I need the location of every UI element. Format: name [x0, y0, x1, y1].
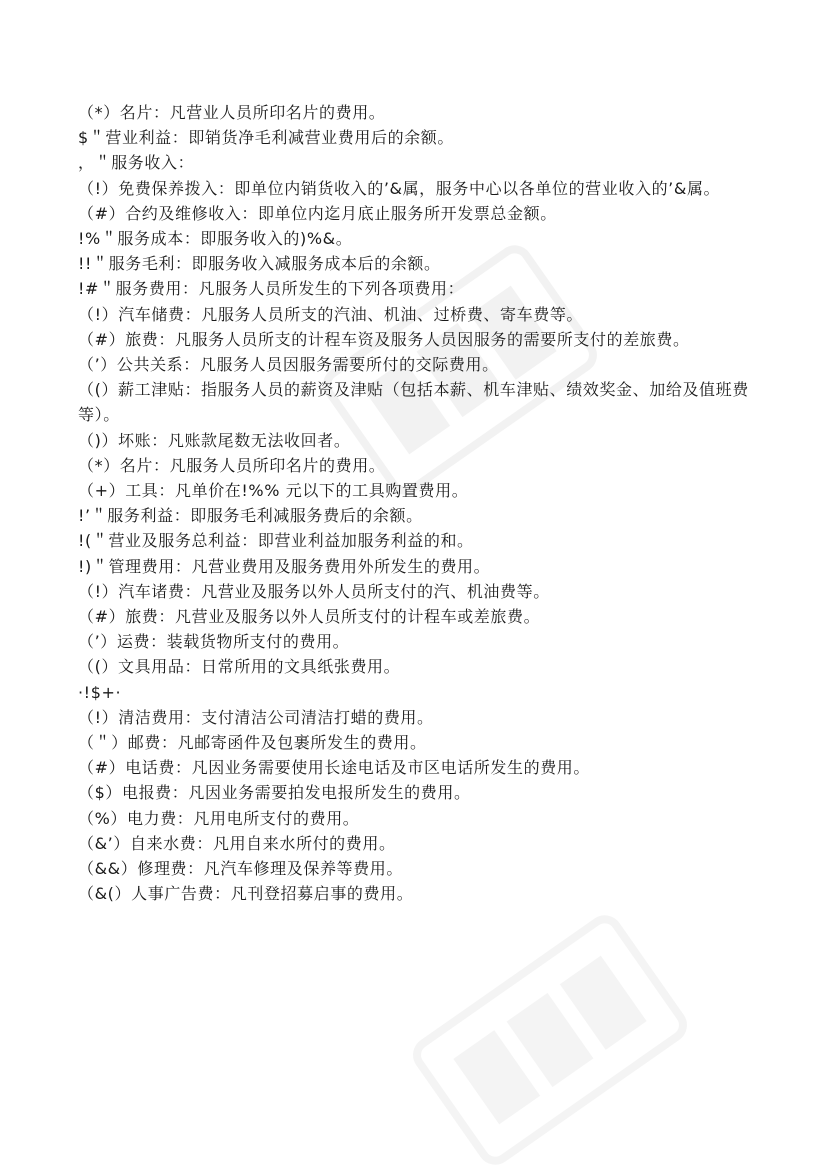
text-line: ，＂服务收入： [78, 153, 195, 173]
document-body [78, 100, 768, 907]
text-line: （＂）邮费：凡邮寄函件及包裹所发生的费用。 [78, 733, 427, 753]
text-line: （!）清洁费用：支付清洁公司清洁打蜡的费用。 [78, 707, 434, 727]
text-line: （!）汽车诸费：凡营业及服务以外人员所支付的汽、机油费等。 [78, 581, 550, 601]
text-line: （(）文具用品：日常所用的文具纸张费用。 [78, 657, 401, 677]
text-line: （#）电话费：凡因业务需要使用长途电话及市区电话所发生的费用。 [78, 758, 591, 778]
text-line: $＂营业利益：即销货净毛利减营业费用后的余额。 [78, 128, 454, 148]
text-line: （#）旅费：凡服务人员所支的计程车资及服务人员因服务的需要所支付的差旅费。 [78, 329, 690, 349]
text-line: （’）公共关系：凡服务人员因服务需要所付的交际费用。 [78, 355, 499, 375]
text-line: !#＂服务费用：凡服务人员所发生的下列各项费用： [78, 279, 465, 299]
text-line: （&(）人事广告费：凡刊登招募启事的费用。 [78, 884, 414, 904]
text-line: !)＂管理费用：凡营业费用及服务费用外所发生的费用。 [78, 556, 491, 576]
text-line: !!＂服务毛利：即服务收入减服务成本后的余额。 [78, 254, 441, 274]
text-line: （!）免费保养拨入：即单位内销货收入的’&属，服务中心以各单位的营业收入的’&属。 [78, 178, 721, 198]
page-number: ·!$+· [78, 682, 122, 702]
text-line: （)）坏账：凡账款尾数无法收回者。 [78, 430, 351, 450]
text-line: （’）运费：装载货物所支付的费用。 [78, 632, 350, 652]
text-line: !’＂服务利益：即服务毛利减服务费后的余额。 [78, 506, 423, 526]
watermark-stamp-icon [392, 892, 708, 1174]
text-line: （$）电报费：凡因业务需要拍发电报所发生的费用。 [78, 783, 471, 803]
text-line: （!）汽车储费：凡服务人员所支的汽油、机油、过桥费、寄车费等。 [78, 304, 584, 324]
text-line: !(＂营业及服务总利益：即营业利益加服务利益的和。 [78, 531, 474, 551]
text-line: !%＂服务成本：即服务收入的)%&。 [78, 229, 353, 249]
text-line: （*）名片：凡营业人员所印名片的费用。 [78, 103, 386, 122]
text-line: （&’）自来水费：凡用自来水所付的费用。 [78, 833, 396, 853]
text-line: （(）薪工津贴：指服务人员的薪资及津贴（包括本薪、机车津贴、绩效奖金、加给及值班费等）。 [78, 380, 749, 425]
text-line: （&&）修理费：凡汽车修理及保养等费用。 [78, 859, 403, 879]
text-line: （#）旅费：凡营业及服务以外人员所支付的计程车或差旅费。 [78, 607, 541, 627]
text-line: （*）名片：凡服务人员所印名片的费用。 [78, 455, 386, 475]
text-line: （%）电力费：凡用电所支付的费用。 [78, 808, 360, 828]
text-line: （#）合约及维修收入：即单位内迄月底止服务所开发票总金额。 [78, 203, 557, 223]
text-line: （+）工具：凡单价在!%% 元以下的工具购置费用。 [78, 481, 469, 501]
